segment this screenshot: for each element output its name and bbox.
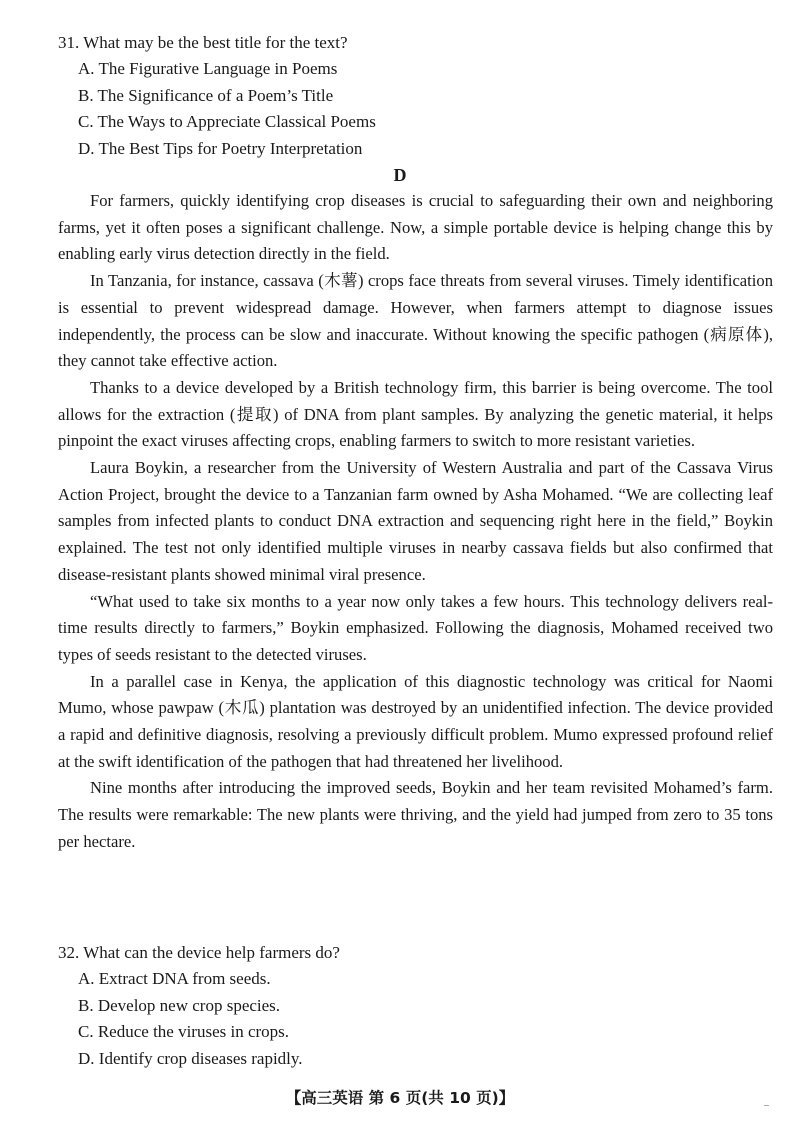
question-32-stem: 32. What can the device help farmers do? [58, 943, 340, 962]
passage-paragraph-6: In a parallel case in Kenya, the application of this diagnostic technology was critical for Naomi Mumo, whose pawpaw (木瓜) plantation was destroyed by an unidentified infection. The device provided a rapid and definitive diagnosis, resolving a previously difficult problem. Mumo expressed profound relief at the swift identification of the pathogen that had threatened her livelihood. [58, 671, 773, 771]
passage-paragraph-1: For farmers, quickly identifying crop diseases is crucial to safeguarding their own and neighboring farms, yet it often poses a significant challenge. Now, a simple portable device is helping change this by enabling early virus detection directly in the field. [58, 191, 773, 264]
question-32-option-c: C. Reduce the viruses in crops. [78, 1022, 290, 1041]
question-31-option-a: A. The Figurative Language in Poems [78, 59, 338, 78]
question-31-option-b: B. The Significance of a Poem’s Title [78, 85, 334, 105]
question-32 [58, 940, 778, 1072]
question-32-option-b: B. Develop new crop species. [78, 995, 281, 1015]
passage-d [58, 188, 773, 856]
page-footer: 【高三英语 第 6 页(共 10 页)】 [285, 1089, 515, 1107]
passage-paragraph-3: Thanks to a device developed by a British technology firm, this barrier is being overcome. The tool allows for the extraction (提取) of DNA from plant samples. By analyzing the genetic material, it helps pinpoint the exact viruses affecting crops, enabling farmers to switch to more resistant varieties. [58, 377, 773, 451]
passage-paragraph-2: In Tanzania, for instance, cassava (木薯) crops face threats from several viruses. Timely identification is essential to prevent widespread damage. However, when farmers attempt to diagnose issues independently, the process can be slow and inaccurate. Without knowing the specific pathogen (病原体), they cannot take effective action. [58, 271, 773, 371]
corner-mark: – [764, 1100, 769, 1111]
question-32-option-a: A. Extract DNA from seeds. [78, 969, 271, 988]
question-32-option-d: D. Identify crop diseases rapidly. [78, 1048, 303, 1068]
question-31-option-c: C. The Ways to Appreciate Classical Poems [78, 112, 376, 131]
question-31-stem: 31. What may be the best title for the text? [58, 33, 348, 52]
passage-paragraph-4: Laura Boykin, a researcher from the University of Western Australia and part of the Cassava Virus Action Project, brought the device to a Tanzanian farm owned by Asha Mohamed. “We are collecting leaf samples from infected plants to conduct DNA extraction and sequencing right here in the field,” Boykin explained. The test not only identified multiple viruses in nearby cassava fields but also confirmed that disease-resistant plants showed minimal viral presence. [58, 458, 773, 584]
question-31-option-d: D. The Best Tips for Poetry Interpretation [78, 138, 363, 158]
section-heading-d: D [393, 165, 407, 185]
passage-paragraph-7: Nine months after introducing the improved seeds, Boykin and her team revisited Mohamed’s farm. The results were remarkable: The new plants were thriving, and the yield had jumped from zero to 35 tons per hectare. [58, 778, 773, 851]
question-31 [58, 30, 778, 162]
passage-paragraph-5: “What used to take six months to a year now only takes a few hours. This technology delivers real-time results directly to farmers,” Boykin emphasized. Following the diagnosis, Mohamed received two types of seeds resistant to the detected viruses. [58, 591, 773, 664]
